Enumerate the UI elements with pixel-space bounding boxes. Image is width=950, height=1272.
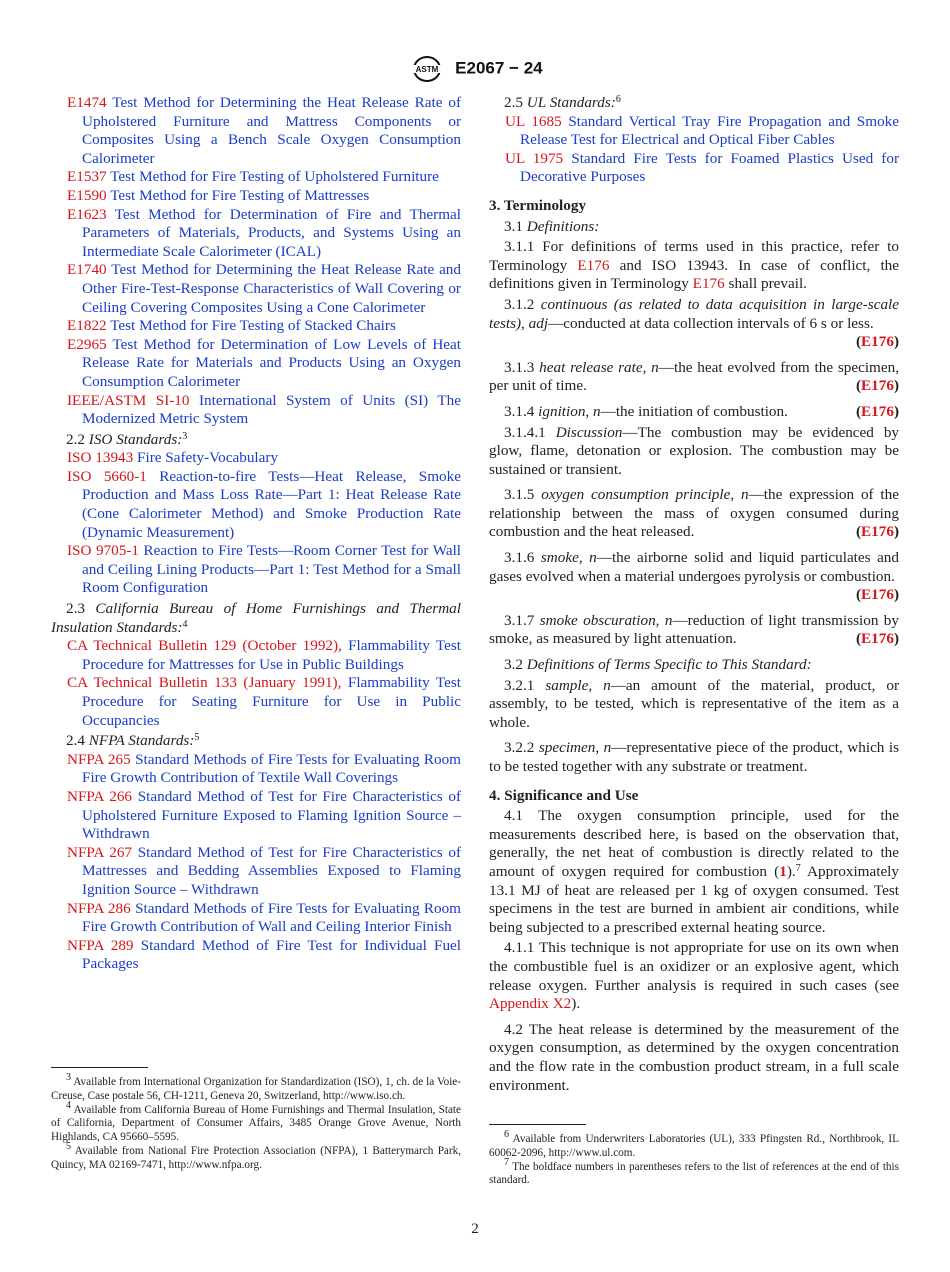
ref-code[interactable]: CA Technical Bulletin 133 (January 1991),: [67, 674, 342, 692]
ref-list-iso: [51, 449, 461, 598]
ref-title[interactable]: Test Method for Fire Testing of Stacked Chairs: [110, 317, 396, 335]
ref-item: [51, 336, 461, 392]
svg-text:ASTM: ASTM: [416, 65, 439, 74]
ref-item: [51, 844, 461, 900]
footnote: $^5$ Available from National Fire Protection Association (NFPA), 1 Batterymarch Park, Quincy, MA 02169-7471, http://www.nfpa.org.: [51, 1140, 461, 1171]
ref-title[interactable]: Standard Fire Tests for Foamed Plastics Used for Decorative Purposes: [520, 149, 899, 186]
para-3-1-4-1: 3.1.4.1 Discussion—The combustion may be evidenced by glow, flame, detonation or explosion. The combustion may be sustained or transient.: [489, 423, 900, 478]
subsection-2-4: 2.4 NFPA Standards:$^5$: [66, 732, 200, 750]
ref-code[interactable]: UL 1975: [505, 149, 564, 167]
ref-title[interactable]: Test Method for Determination of Low Levels of Heat Release Rate for Materials and Products Using an Oxygen Consumption Calorimeter: [82, 335, 461, 390]
ref-code[interactable]: E1474: [67, 94, 107, 111]
ref-code[interactable]: E1740: [67, 261, 107, 279]
ref-item: [51, 751, 461, 788]
ref-link[interactable]: E176: [692, 275, 725, 293]
ref-list-ul: [489, 113, 899, 187]
para-3-1-3: 3.1.3 heat release rate, n—the heat evolved from the specimen, per unit of time. (E176): [489, 358, 900, 395]
page-header: [0, 56, 950, 84]
ref-item: [489, 113, 899, 150]
ref-link[interactable]: (E176): [855, 333, 899, 351]
ref-title[interactable]: Standard Vertical Tray Fire Propagation and Smoke Release Test for Electrical and Optical Fiber Cables: [520, 112, 899, 149]
ref-item: [51, 674, 461, 730]
ref-title[interactable]: Standard Method of Fire Test for Individual Fuel Packages: [82, 936, 462, 973]
astm-logo: [407, 56, 447, 82]
ref-code[interactable]: E1623: [67, 205, 107, 223]
ref-item: [51, 637, 461, 674]
ref-link[interactable]: (E176): [855, 402, 899, 420]
ref-title[interactable]: Standard Method of Test for Fire Characteristics of Upholstered Furniture Exposed to Flaming Ignition Source – Withdrawn: [82, 787, 461, 843]
footnote: $^3$ Available from International Organization for Standardization (ISO), 1, ch. de la Voie-Creuse, Case postale 56, CH-1211, Geneva 20, Switzerland, http://www.iso.ch.: [51, 1072, 461, 1102]
para-3-1-1: 3.1.1 For definitions of terms used in this practice, refer to Terminology E176 and ISO 13943. In case of conflict, the definitions given in Terminology E176 shall prevail.: [489, 238, 900, 293]
footnote-divider: [51, 1067, 148, 1068]
ref-item: [51, 937, 461, 974]
ref-list-nfpa: [51, 751, 461, 974]
ref-item: [51, 900, 461, 937]
ref-title[interactable]: Standard Methods of Fire Tests for Evaluating Room Fire Growth Contribution of Textile Wall Coverings: [82, 750, 461, 787]
ref-title[interactable]: Test Method for Determining the Heat Release Rate and Other Fire-Test-Response Characteristics of Wall Covering or Ceiling Covering Composites Using a Cone Calorimeter: [82, 261, 461, 316]
footnote-ref: 5: [194, 732, 200, 744]
ref-code[interactable]: CA Technical Bulletin 129 (October 1992),: [67, 637, 342, 655]
ref-item: [51, 317, 461, 336]
footnotes-right: [489, 1124, 899, 1188]
footnote: $^4$ Available from California Bureau of Home Furnishings and Thermal Insulation, State of California, Department of Consumer Affairs, 3485 Orange Grove Avenue, North Highlands, CA 95660–5595.: [51, 1099, 461, 1144]
ref-item: [51, 449, 461, 468]
ref-code[interactable]: E1822: [67, 317, 107, 335]
ref-title[interactable]: Standard Method of Test for Fire Characteristics of Mattresses and Bedding Assemblies Exposed to Flaming Ignition Source – Withdrawn: [82, 843, 461, 898]
ref-item: [51, 206, 461, 262]
ref-code[interactable]: ISO 5660-1: [67, 467, 147, 485]
page-number: 2: [471, 1220, 479, 1237]
ref-item: [51, 187, 461, 206]
footnotes-left: [51, 1067, 461, 1173]
appendix-link[interactable]: Appendix X2: [489, 995, 572, 1013]
ref-title[interactable]: Flammability Test Procedure for Mattresses for Use in Public Buildings: [82, 637, 461, 673]
ref-link[interactable]: (E176): [855, 377, 899, 395]
ref-code[interactable]: NFPA 289: [67, 936, 134, 954]
ref-title[interactable]: Reaction-to-fire Tests—Heat Release, Smoke Production and Mass Loss Rate—Part 1: Heat Release Rate (Cone Calorimeter Method) and Smoke Production Rate (Dynamic Measurement): [82, 467, 461, 541]
para-4-1: 4.1 The oxygen consumption principle, used for the measurements described here, is based on the observation that, generally, the net heat of combustion is directly related to the amount of oxygen required for combustion (1).$^7$ Approximately 13.1 MJ of heat are released per 1 kg of oxygen consumed. Test specimens in the test are burned in ambient air conditions, while being subjected to a prescribed external heating source.: [489, 807, 899, 936]
para-4-1-1: 4.1.1 This technique is not appropriate for use on its own when the combustible fuel is an oxidizer or an explosive agent, which release oxygen. Further analysis is required in such cases (see Appendix X2).: [489, 939, 899, 1013]
left-column: [51, 94, 461, 974]
ref-item: [489, 150, 899, 187]
para-3-1-6: 3.1.6 smoke, n—the airborne solid and liquid particulates and gases evolved when a material undergoes pyrolysis or combustion. (E176): [489, 549, 899, 604]
ref-title[interactable]: Test Method for Determination of Fire and Thermal Parameters of Materials, Products, and Systems Using an Intermediate Scale Calorimeter (ICAL): [82, 205, 461, 260]
para-3-1-4: 3.1.4 ignition, n—the initiation of combustion. (E176): [504, 402, 899, 420]
ref-item: [51, 788, 461, 844]
ref-code[interactable]: E1590: [67, 186, 107, 204]
para-3-2-2: 3.2.2 specimen, n—representative piece of the product, which is to be tested together with any substrate or treatment.: [489, 739, 899, 775]
para-3-2-1: 3.2.1 sample, n—an amount of the material, product, or assembly, to be tested, which is representative of the item as a whole.: [489, 676, 899, 731]
ref-list-astm: [51, 94, 461, 429]
ref-code[interactable]: NFPA 266: [67, 787, 133, 805]
ref-item: [51, 542, 461, 598]
ref-link[interactable]: E176: [577, 256, 610, 274]
footnote-ref: 6: [615, 94, 621, 105]
ref-link[interactable]: (E176): [855, 630, 899, 648]
ref-code[interactable]: E2965: [67, 335, 107, 353]
subsection-2-5: 2.5 UL Standards:$^6$: [504, 94, 621, 111]
ref-title[interactable]: Test Method for Determining the Heat Release Rate of Upholstered Furniture and Mattress Components or Composites Using a Bench Scale Oxygen Consumption Calorimeter: [82, 94, 461, 167]
ref-code[interactable]: IEEE/ASTM SI-10: [67, 391, 190, 409]
ref-item: [51, 94, 461, 168]
para-3-2: 3.2 Definitions of Terms Specific to This Standard:: [504, 656, 812, 674]
ref-item: [51, 392, 461, 429]
footnote-ref: 3: [182, 430, 188, 442]
ref-item: [51, 168, 461, 187]
ref-title[interactable]: Test Method for Fire Testing of Mattresses: [110, 186, 370, 204]
ref-link[interactable]: (E176): [855, 523, 899, 541]
para-3-1: 3.1 Definitions:: [504, 217, 600, 235]
ref-code[interactable]: UL 1685: [505, 112, 562, 130]
designation: E2067 − 24: [455, 58, 543, 78]
ref-item: [51, 468, 461, 542]
para-3-1-2: 3.1.2 continuous (as related to data acquisition in large-scale tests), adj—conducted at data collection intervals of 6 s or less. (E176): [489, 295, 899, 351]
para-4-2: 4.2 The heat release is determined by the measurement of the oxygen consumption, as determined by the oxygen concentration and the flow rate in the combustion product stream, in a full scale environment.: [489, 1020, 899, 1094]
subsection-2-3: 2.3 California Bureau of Home Furnishings and Thermal Insulation Standards:$^4$: [51, 600, 461, 636]
footnote: $^6$ Available from Underwriters Laboratories (UL), 333 Pfingsten Rd., Northbrook, IL 60062-2096, http://www.ul.com.: [489, 1129, 899, 1159]
ref-title[interactable]: Fire Safety-Vocabulary: [137, 449, 279, 467]
footnote-ref: 7: [795, 862, 801, 874]
footnote-divider: [489, 1124, 586, 1125]
ref-code[interactable]: NFPA 267: [67, 843, 133, 861]
section-heading-terminology: 3. Terminology: [489, 196, 587, 214]
ref-link[interactable]: (E176): [855, 586, 899, 604]
para-3-1-7: 3.1.7 smoke obscuration, n—reduction of light transmission by smoke, as measured by light attenuation. (E176): [489, 611, 899, 648]
ref-title[interactable]: Reaction to Fire Tests—Room Corner Test for Wall and Ceiling Lining Products—Part 1: Test Method for a Small Room Configuration: [82, 542, 462, 597]
right-column: [489, 94, 899, 1095]
footnote: $^7$ The boldface numbers in parentheses refers to the list of references at the end of this standard.: [489, 1156, 899, 1187]
ref-title[interactable]: Flammability Test Procedure for Seating Furniture for Use in Public Occupancies: [82, 674, 462, 729]
ref-title[interactable]: International System of Units (SI) The Modernized Metric System: [82, 391, 461, 428]
ref-code[interactable]: E1537: [67, 168, 107, 186]
ref-code[interactable]: ISO 13943: [67, 449, 134, 467]
ref-code[interactable]: ISO 9705-1: [67, 542, 139, 560]
ref-title[interactable]: Test Method for Fire Testing of Upholstered Furniture: [110, 168, 439, 186]
ref-list-ca: [51, 637, 461, 730]
ref-title[interactable]: Standard Methods of Fire Tests for Evaluating Room Fire Growth Contribution of Wall and Ceiling Interior Finish: [82, 899, 461, 936]
footnote-ref: 4: [182, 618, 188, 630]
ref-code[interactable]: NFPA 286: [67, 899, 131, 917]
subsection-2-2: 2.2 ISO Standards:$^3$: [66, 430, 188, 448]
ref-code[interactable]: NFPA 265: [67, 750, 131, 768]
section-heading-significance: 4. Significance and Use: [489, 786, 639, 804]
para-3-1-5: 3.1.5 oxygen consumption principle, n—the expression of the relationship between the mass of oxygen consumed during combustion and the heat released. (E176): [489, 486, 899, 541]
ref-link[interactable]: 1: [779, 862, 787, 880]
ref-item: [51, 261, 461, 317]
